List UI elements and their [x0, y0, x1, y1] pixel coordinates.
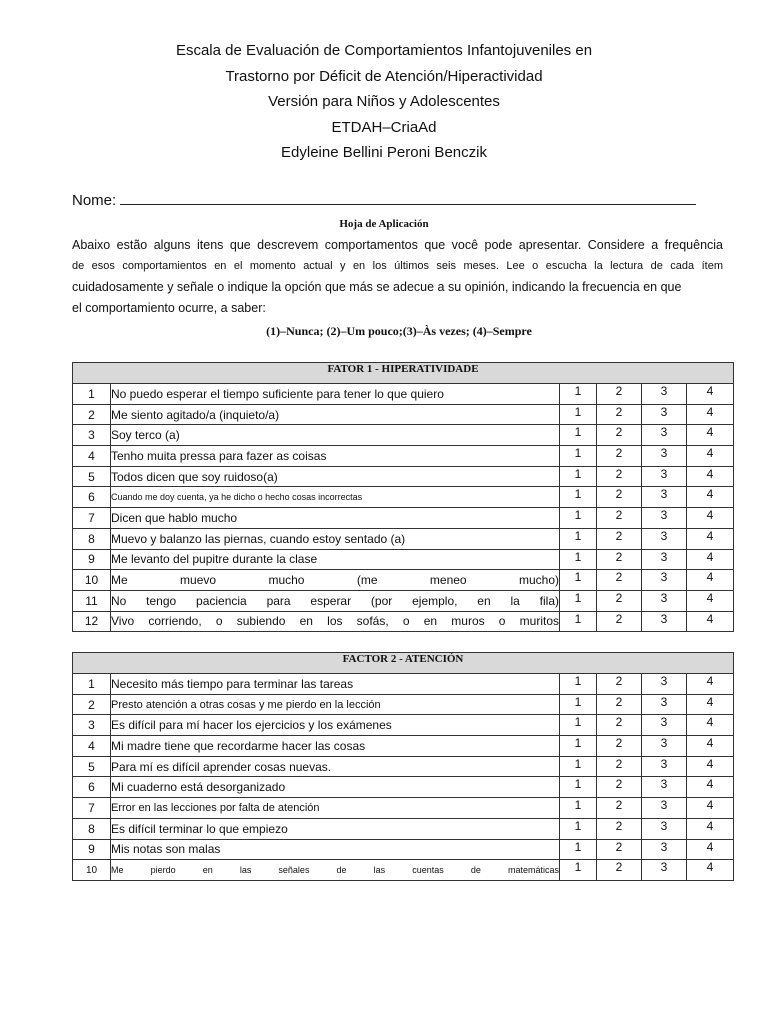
frequency-option[interactable]: 4 [687, 446, 734, 467]
table-row [73, 694, 734, 715]
frequency-option[interactable]: 1 [560, 570, 597, 591]
frequency-option[interactable]: 4 [687, 404, 734, 425]
frequency-option[interactable]: 1 [560, 404, 597, 425]
item-number: 12 [73, 611, 111, 632]
frequency-option[interactable]: 2 [597, 694, 642, 715]
frequency-option[interactable]: 4 [687, 384, 734, 405]
frequency-option[interactable]: 4 [687, 694, 734, 715]
frequency-option[interactable]: 1 [560, 756, 597, 777]
item-text: Me pierdo en las señales de las cuentas de matemáticas [111, 860, 560, 881]
item-number: 7 [73, 798, 111, 819]
frequency-option[interactable]: 3 [642, 674, 687, 695]
frequency-option[interactable]: 2 [597, 798, 642, 819]
frequency-option[interactable]: 3 [642, 384, 687, 405]
item-number: 3 [73, 425, 111, 446]
item-text: Mi madre tiene que recordarme hacer las cosas [111, 736, 560, 757]
table-row [73, 384, 734, 405]
item-text: Necesito más tiempo para terminar las tareas [111, 674, 560, 695]
frequency-option[interactable]: 3 [642, 508, 687, 529]
frequency-option[interactable]: 4 [687, 487, 734, 508]
frequency-option[interactable]: 1 [560, 798, 597, 819]
author-line: Edyleine Bellini Peroni Benczik [281, 144, 487, 161]
title-line-1: Escala de Evaluación de Comportamientos Infantojuveniles en [175, 42, 593, 59]
instructions-line-1: Abaixo estão alguns itens que descrevem comportamentos que você pode apresentar. Considere a frequência [72, 238, 723, 252]
frequency-option[interactable]: 1 [560, 528, 597, 549]
frequency-option[interactable]: 1 [560, 674, 597, 695]
section-title: Hoja de Aplicación [339, 218, 429, 230]
table-row [73, 508, 734, 529]
item-number: 3 [73, 715, 111, 736]
item-text: No tengo paciencia para esperar (por ejemplo, en la fila) [111, 590, 560, 611]
frequency-option[interactable]: 3 [642, 404, 687, 425]
frequency-option[interactable]: 1 [560, 549, 597, 570]
item-text: Todos dicen que soy ruidoso(a) [111, 466, 560, 487]
item-text: Error en las lecciones por falta de atención [111, 798, 560, 819]
frequency-option[interactable]: 3 [642, 425, 687, 446]
name-field[interactable] [72, 192, 696, 209]
frequency-option[interactable]: 4 [687, 715, 734, 736]
name-label: Nome: [72, 192, 117, 209]
frequency-option[interactable]: 1 [560, 508, 597, 529]
factor-1-title: FATOR 1 - HIPERATIVIDADE [73, 363, 734, 384]
table-row [73, 425, 734, 446]
table-row [73, 528, 734, 549]
title-line-3: Versión para Niños y Adolescentes [268, 93, 500, 110]
frequency-option[interactable]: 2 [597, 528, 642, 549]
frequency-option[interactable]: 2 [597, 466, 642, 487]
item-number: 4 [73, 736, 111, 757]
frequency-option[interactable]: 1 [560, 487, 597, 508]
item-number: 7 [73, 508, 111, 529]
item-text: No puedo esperar el tiempo suficiente para tener lo que quiero [111, 384, 560, 405]
frequency-option[interactable]: 2 [597, 508, 642, 529]
frequency-option[interactable]: 3 [642, 528, 687, 549]
item-number: 10 [73, 570, 111, 591]
item-text: Es difícil terminar lo que empiezo [111, 818, 560, 839]
item-number: 6 [73, 487, 111, 508]
table-row [73, 549, 734, 570]
frequency-option[interactable]: 2 [597, 860, 642, 881]
table-row [73, 466, 734, 487]
frequency-option[interactable]: 4 [687, 570, 734, 591]
item-number: 6 [73, 777, 111, 798]
frequency-option[interactable]: 1 [560, 466, 597, 487]
item-number: 5 [73, 756, 111, 777]
table-row [73, 798, 734, 819]
frequency-option[interactable]: 3 [642, 466, 687, 487]
frequency-option[interactable]: 4 [687, 611, 734, 632]
frequency-option[interactable]: 1 [560, 694, 597, 715]
factor-1-table [72, 362, 734, 632]
frequency-option[interactable]: 3 [642, 570, 687, 591]
frequency-option[interactable]: 2 [597, 446, 642, 467]
item-number: 4 [73, 446, 111, 467]
item-number: 9 [73, 839, 111, 860]
frequency-option[interactable]: 4 [687, 736, 734, 757]
frequency-option[interactable]: 4 [687, 777, 734, 798]
frequency-option[interactable]: 4 [687, 549, 734, 570]
frequency-option[interactable]: 1 [560, 384, 597, 405]
instructions-line-3: cuidadosamente y señale o indique la opción que más se adecue a su opinión, indicando la frecuencia en que [72, 280, 682, 294]
table-row [73, 736, 734, 757]
instructions-line-2: de esos comportamientos en el momento actual y en los últimos seis meses. Lee o escucha la lectura de cada ítem [72, 260, 723, 272]
table-row [73, 860, 734, 881]
frequency-option[interactable]: 2 [597, 756, 642, 777]
item-text: Para mí es difícil aprender cosas nuevas. [111, 756, 560, 777]
item-text: Dicen que hablo mucho [111, 508, 560, 529]
table-row [73, 487, 734, 508]
item-number: 9 [73, 549, 111, 570]
frequency-option[interactable]: 1 [560, 736, 597, 757]
item-text: Presto atención a otras cosas y me pierdo en la lección [111, 694, 560, 715]
frequency-option[interactable]: 4 [687, 590, 734, 611]
factor-2-title: FACTOR 2 - ATENCIÓN [73, 653, 734, 674]
frequency-option[interactable]: 4 [687, 466, 734, 487]
frequency-option[interactable]: 3 [642, 611, 687, 632]
table-row [73, 715, 734, 736]
item-number: 8 [73, 528, 111, 549]
table-row [73, 756, 734, 777]
item-text: Soy terco (a) [111, 425, 560, 446]
frequency-option[interactable]: 3 [642, 860, 687, 881]
frequency-option[interactable]: 4 [687, 860, 734, 881]
frequency-option[interactable]: 2 [597, 611, 642, 632]
frequency-option[interactable]: 1 [560, 611, 597, 632]
frequency-option[interactable]: 2 [597, 818, 642, 839]
frequency-option[interactable]: 3 [642, 736, 687, 757]
table-row [73, 446, 734, 467]
frequency-option[interactable]: 2 [597, 487, 642, 508]
title-line-4: ETDAH–CriaAd [331, 118, 437, 136]
frequency-option[interactable]: 2 [597, 777, 642, 798]
frequency-option[interactable]: 4 [687, 818, 734, 839]
item-number: 1 [73, 674, 111, 695]
frequency-option[interactable]: 3 [642, 446, 687, 467]
table-row [73, 404, 734, 425]
frequency-option[interactable]: 4 [687, 839, 734, 860]
title-line-2: Trastorno por Déficit de Atención/Hiperactividad [225, 67, 543, 85]
frequency-option[interactable]: 4 [687, 528, 734, 549]
table-row [73, 777, 734, 798]
table-row [73, 570, 734, 591]
table-row [73, 674, 734, 695]
frequency-option[interactable]: 3 [642, 487, 687, 508]
frequency-option[interactable]: 4 [687, 425, 734, 446]
frequency-option[interactable]: 1 [560, 590, 597, 611]
table-row [73, 839, 734, 860]
frequency-option[interactable]: 3 [642, 839, 687, 860]
frequency-scale-legend: (1)–Nunca; (2)–Um pouco;(3)–Às vezes; (4)–Sempre [266, 324, 532, 338]
item-text: Me levanto del pupitre durante la clase [111, 549, 560, 570]
item-number: 1 [73, 384, 111, 405]
frequency-option[interactable]: 3 [642, 694, 687, 715]
item-text: Me muevo mucho (me meneo mucho) [111, 570, 560, 591]
frequency-option[interactable]: 3 [642, 549, 687, 570]
frequency-option[interactable]: 2 [597, 384, 642, 405]
frequency-option[interactable]: 3 [642, 818, 687, 839]
frequency-option[interactable]: 2 [597, 590, 642, 611]
frequency-option[interactable]: 4 [687, 508, 734, 529]
frequency-option[interactable]: 1 [560, 777, 597, 798]
frequency-option[interactable]: 1 [560, 860, 597, 881]
frequency-option[interactable]: 2 [597, 736, 642, 757]
frequency-option[interactable]: 1 [560, 839, 597, 860]
frequency-option[interactable]: 3 [642, 590, 687, 611]
frequency-option[interactable]: 3 [642, 756, 687, 777]
frequency-option[interactable]: 1 [560, 715, 597, 736]
frequency-option[interactable]: 3 [642, 798, 687, 819]
item-text: Tenho muita pressa para fazer as coisas [111, 446, 560, 467]
item-text: Mi cuaderno está desorganizado [111, 777, 560, 798]
item-text: Mis notas son malas [111, 839, 560, 860]
frequency-option[interactable]: 1 [560, 425, 597, 446]
item-number: 10 [73, 860, 111, 881]
frequency-option[interactable]: 2 [597, 425, 642, 446]
frequency-option[interactable]: 2 [597, 549, 642, 570]
instructions-line-4: el comportamiento ocurre, a saber: [72, 301, 266, 315]
frequency-option[interactable]: 2 [597, 839, 642, 860]
item-number: 2 [73, 404, 111, 425]
name-blank-line[interactable] [120, 192, 696, 205]
frequency-option[interactable]: 2 [597, 404, 642, 425]
item-text: Muevo y balanzo las piernas, cuando estoy sentado (a) [111, 528, 560, 549]
item-text: Es difícil para mí hacer los ejercicios y los exámenes [111, 715, 560, 736]
frequency-option[interactable]: 2 [597, 570, 642, 591]
frequency-option[interactable]: 4 [687, 798, 734, 819]
item-text: Vivo corriendo, o subiendo en los sofás, o en muros o muritos [111, 611, 560, 632]
frequency-option[interactable]: 2 [597, 715, 642, 736]
factor-2-table [72, 652, 734, 881]
item-text: Cuando me doy cuenta, ya he dicho o hecho cosas incorrectas [111, 487, 560, 508]
table-row [73, 611, 734, 632]
frequency-option[interactable]: 3 [642, 777, 687, 798]
table-row [73, 590, 734, 611]
item-number: 8 [73, 818, 111, 839]
frequency-option[interactable]: 2 [597, 674, 642, 695]
document-header [0, 38, 768, 166]
frequency-option[interactable]: 4 [687, 674, 734, 695]
item-number: 2 [73, 694, 111, 715]
table-row [73, 818, 734, 839]
frequency-option[interactable]: 1 [560, 818, 597, 839]
item-number: 11 [73, 590, 111, 611]
frequency-option[interactable]: 4 [687, 756, 734, 777]
item-number: 5 [73, 466, 111, 487]
frequency-option[interactable]: 3 [642, 715, 687, 736]
item-text: Me siento agitado/a (inquieto/a) [111, 404, 560, 425]
frequency-option[interactable]: 1 [560, 446, 597, 467]
